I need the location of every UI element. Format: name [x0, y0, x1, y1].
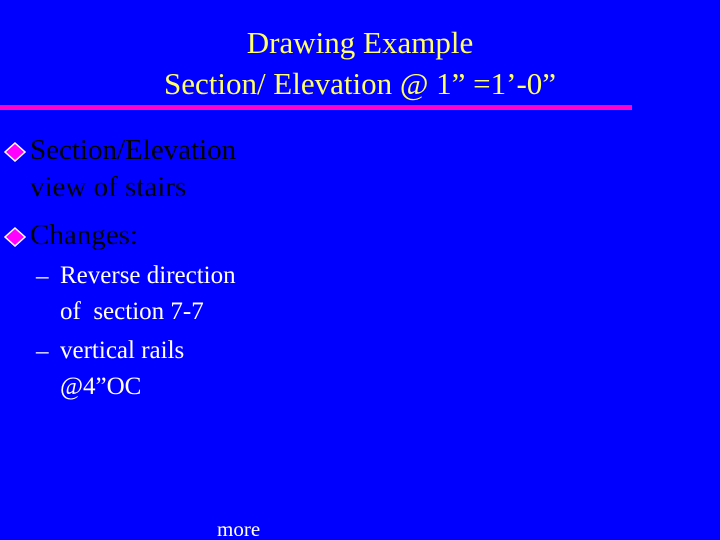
bullet-2-line-1: Changes: — [30, 219, 138, 251]
subbullet-2-line-1: vertical rails — [60, 337, 185, 364]
diamond-bullet-icon — [4, 227, 26, 247]
more-link[interactable]: more — [217, 517, 261, 540]
subbullet-2-dash: – — [36, 338, 49, 365]
bullet-1-line-2: view of stairs — [30, 171, 187, 203]
subbullet-1-line-1: Reverse direction — [60, 262, 236, 289]
diamond-bullet-icon — [4, 142, 26, 162]
subbullet-2-line-2: @4”OC — [60, 373, 142, 400]
bullet-1-line-1: Section/Elevation — [30, 134, 237, 166]
slide-title — [0, 22, 720, 104]
title-line-1: Drawing Example — [246, 25, 474, 60]
title-divider — [0, 105, 632, 110]
subbullet-1-line-2: of section 7-7 — [60, 298, 204, 325]
title-line-2: Section/ Elevation @ 1” =1’-0” — [163, 66, 557, 101]
subbullet-1-dash: – — [36, 263, 49, 290]
